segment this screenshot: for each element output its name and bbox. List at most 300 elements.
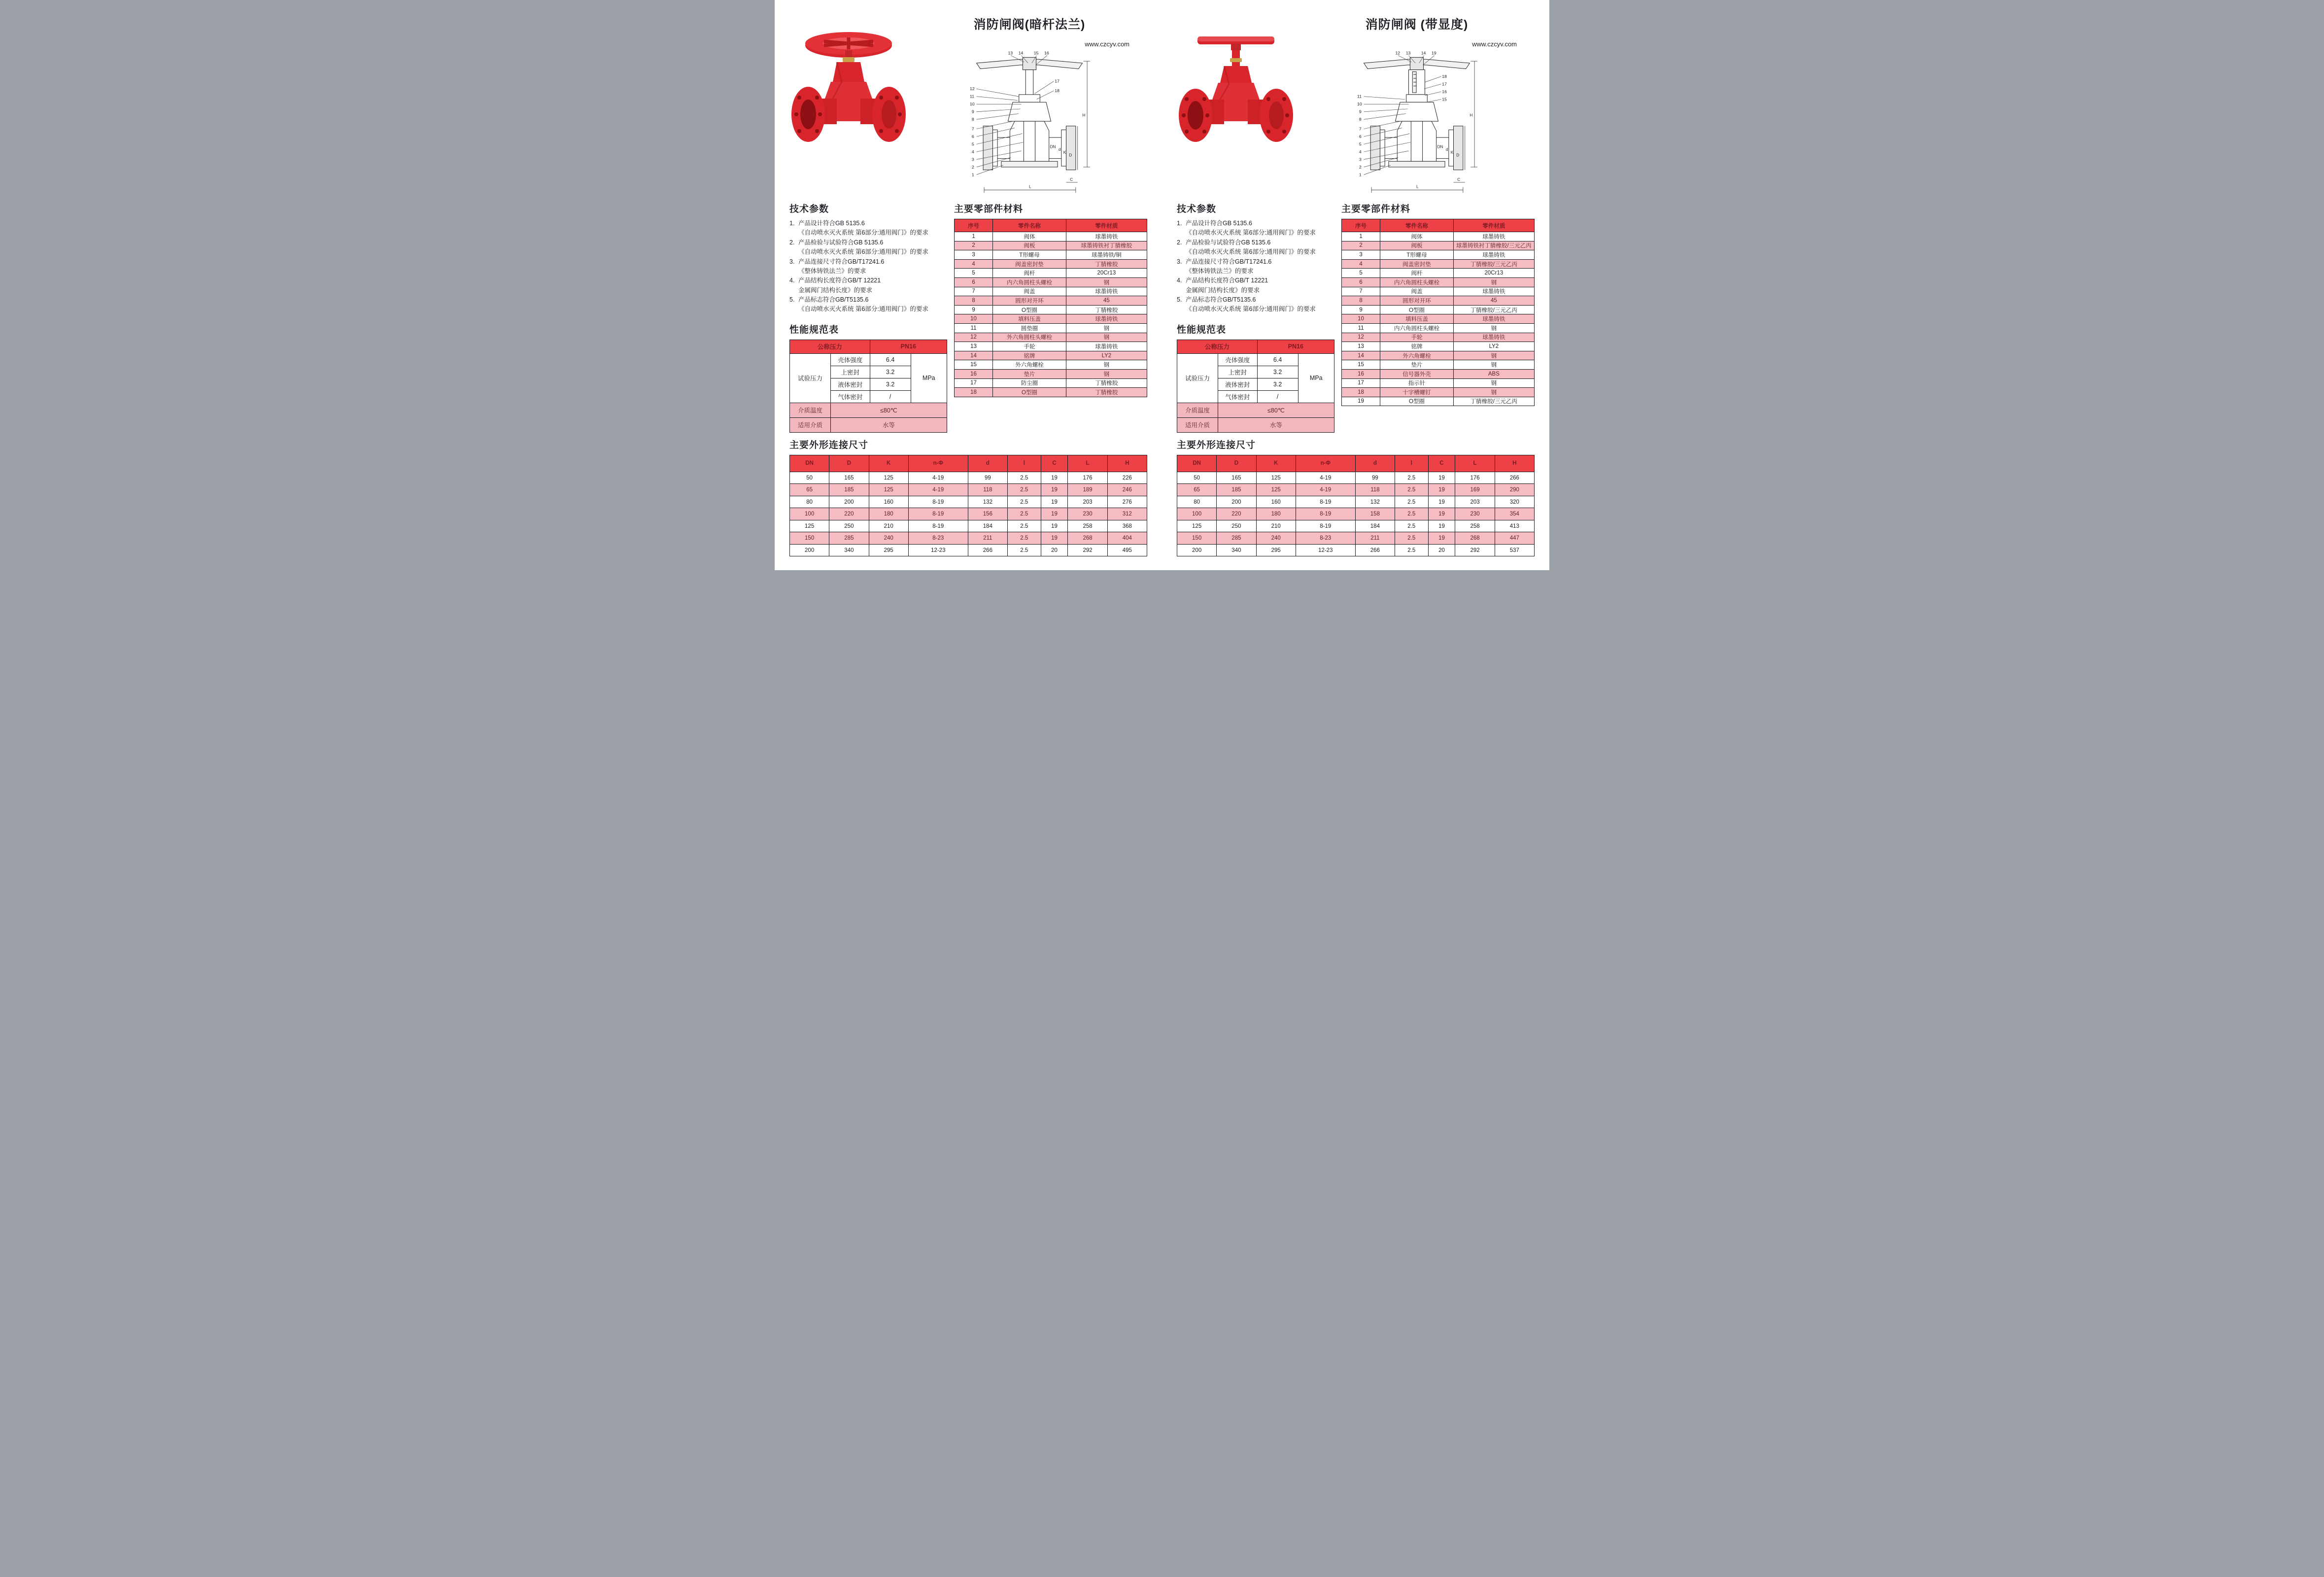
table-row: [1341, 314, 1534, 324]
table-row: [954, 342, 1147, 351]
table-cell: 17: [954, 378, 992, 388]
left-page: [775, 5, 1162, 556]
table-row: [954, 232, 1147, 241]
table-cell: 阀板: [993, 241, 1066, 250]
svg-text:10: 10: [970, 102, 975, 107]
table-cell: 19: [1428, 532, 1455, 545]
table-cell: 226: [1107, 472, 1147, 484]
tech-param-number: 1.: [789, 220, 795, 227]
valve-section-drawing-indicator: [1350, 49, 1483, 197]
tech-param-item: [789, 219, 947, 228]
tech-param-number: 5.: [789, 296, 795, 303]
table-row: [1341, 287, 1534, 296]
table-cell: 200: [790, 544, 829, 556]
table-cell: 220: [829, 508, 869, 520]
table-cell: 2: [954, 241, 992, 250]
table-cell: 158: [1355, 508, 1395, 520]
header-cell: H: [1107, 455, 1147, 472]
tech-param-text: 产品连接尺寸符合GB/T17241.6: [1186, 258, 1272, 265]
header-cell: D: [1217, 455, 1256, 472]
table-cell: 268: [1455, 532, 1495, 545]
table-cell: 210: [1256, 520, 1296, 532]
table-cell: 150: [790, 532, 829, 545]
tech-params-heading: 技术参数: [1177, 204, 1217, 214]
table-cell: 手轮: [993, 342, 1066, 351]
table-cell: 18: [1341, 388, 1380, 397]
table-row: [790, 532, 1147, 545]
table-cell: 内六角圆柱头螺栓: [1380, 323, 1454, 333]
table-row: [1177, 484, 1535, 496]
left-parts-column: [954, 199, 1147, 433]
table-cell: 2.5: [1008, 520, 1041, 532]
table-cell: 外六角螺栓: [1380, 351, 1454, 360]
table-row: [1341, 323, 1534, 333]
table-cell: 11: [1341, 323, 1380, 333]
table-cell: 2.5: [1395, 496, 1429, 508]
test-row-label: 液体密封: [830, 378, 870, 390]
table-row: [1341, 388, 1534, 397]
table-cell: 100: [790, 508, 829, 520]
tech-param-number: 2.: [1177, 239, 1182, 246]
left-dims-section: [789, 438, 1147, 557]
tech-param-subtext: 金属阀门结构长度》的要求: [798, 286, 873, 294]
table-cell: 266: [968, 544, 1007, 556]
test-row-label: 壳体强度: [830, 353, 870, 366]
svg-text:K: K: [1450, 150, 1454, 155]
table-cell: 203: [1068, 496, 1107, 508]
table-cell: 20Cr13: [1453, 269, 1534, 278]
table-cell: 14: [954, 351, 992, 360]
table-cell: 19: [1428, 520, 1455, 532]
header-cell: l: [1008, 455, 1041, 472]
header-cell: 序号: [954, 219, 992, 232]
table-cell: 150: [1177, 532, 1217, 545]
header-cell: l: [1395, 455, 1429, 472]
svg-text:8: 8: [971, 117, 974, 122]
table-cell: 65: [1177, 484, 1217, 496]
table-cell: 球墨铸铁衬丁腈橡胶: [1066, 241, 1147, 250]
table-cell: 防尘圈: [993, 378, 1066, 388]
table-cell: 钢: [1453, 351, 1534, 360]
table-cell: 球墨铸铁: [1453, 333, 1534, 342]
table-cell: 2.5: [1008, 508, 1041, 520]
table-cell: 447: [1495, 532, 1534, 545]
header-cell: 零件名称: [1380, 219, 1454, 232]
table-cell: 18: [954, 388, 992, 397]
table-row: [1341, 296, 1534, 306]
table-cell: 2.5: [1008, 484, 1041, 496]
tech-param-text: 产品检验与试验符合GB 5135.6: [1186, 239, 1271, 246]
test-row-label: 气体密封: [830, 390, 870, 403]
table-cell: 垫片: [1380, 360, 1454, 370]
table-cell: 250: [1217, 520, 1256, 532]
header-cell: L: [1455, 455, 1495, 472]
table-cell: 2.5: [1008, 532, 1041, 545]
table-cell: 钢: [1066, 360, 1147, 370]
table-cell: 368: [1107, 520, 1147, 532]
table-cell: 230: [1068, 508, 1107, 520]
parts-material-heading: 主要零部件材料: [954, 204, 1023, 214]
svg-text:D: D: [1069, 153, 1072, 158]
website-url: www.czcyv.com: [1472, 40, 1517, 48]
table-row: [790, 544, 1147, 556]
table-cell: 292: [1455, 544, 1495, 556]
table-cell: 156: [968, 508, 1007, 520]
medium-value: 水等: [1218, 417, 1334, 432]
table-cell: 丁腈橡胶: [1066, 259, 1147, 269]
svg-text:d: d: [1446, 147, 1448, 152]
table-cell: 1: [1341, 232, 1380, 241]
table-cell: 210: [869, 520, 908, 532]
table-row: [1341, 232, 1534, 241]
table-cell: 125: [869, 484, 908, 496]
header-cell: 零件名称: [993, 219, 1066, 232]
header-cell: d: [968, 455, 1007, 472]
tech-param-item: [789, 238, 947, 247]
table-cell: 285: [1217, 532, 1256, 545]
svg-text:5: 5: [1359, 141, 1362, 147]
test-row-label: 上密封: [1218, 366, 1257, 378]
parts-material-table: [954, 219, 1147, 397]
table-cell: 266: [1355, 544, 1395, 556]
table-row: [1341, 397, 1534, 406]
table-cell: 15: [954, 360, 992, 370]
table-cell: 13: [954, 342, 992, 351]
table-cell: 球墨铸铁: [1066, 342, 1147, 351]
table-cell: 球墨铸铁: [1066, 287, 1147, 296]
svg-text:DN: DN: [1050, 144, 1056, 149]
dims-heading: 主要外形连接尺寸: [789, 440, 869, 450]
table-cell: 354: [1495, 508, 1534, 520]
table-row: [954, 333, 1147, 342]
table-cell: 2: [1341, 241, 1380, 250]
svg-text:4: 4: [1359, 149, 1362, 154]
tech-param-item: [1177, 295, 1334, 305]
tech-param-number: 3.: [789, 258, 795, 265]
tech-param-subtext: 《整体铸铁法兰》的要求: [798, 267, 866, 274]
medium-label: 适用介质: [790, 417, 831, 432]
table-cell: 295: [1256, 544, 1296, 556]
svg-text:14: 14: [1018, 50, 1024, 56]
table-cell: 5: [954, 269, 992, 278]
table-cell: 340: [1217, 544, 1256, 556]
table-cell: 圆形对开环: [993, 296, 1066, 306]
table-cell: 2.5: [1008, 472, 1041, 484]
table-cell: 4-19: [908, 472, 968, 484]
table-cell: 19: [1041, 520, 1068, 532]
table-cell: 球墨铸铁衬丁腈橡胶/三元乙丙: [1453, 241, 1534, 250]
table-cell: 537: [1495, 544, 1534, 556]
right-parts-column: [1341, 199, 1535, 433]
table-cell: 220: [1217, 508, 1256, 520]
dims-table: [789, 455, 1147, 557]
table-cell: 65: [790, 484, 829, 496]
table-cell: 125: [1177, 520, 1217, 532]
table-cell: 258: [1455, 520, 1495, 532]
svg-text:7: 7: [1359, 126, 1362, 132]
test-row-value: /: [870, 390, 911, 403]
tech-param-subtext: 《自动喷水灭火系统 第6部分:通用阀门》的要求: [798, 229, 928, 237]
svg-text:17: 17: [1442, 81, 1447, 87]
table-cell: 2.5: [1395, 484, 1429, 496]
table-cell: 176: [1068, 472, 1107, 484]
svg-text:15: 15: [1442, 97, 1447, 102]
header-cell: d: [1355, 455, 1395, 472]
table-cell: 丁腈橡胶: [1066, 305, 1147, 314]
table-cell: ABS: [1453, 369, 1534, 378]
tech-param-number: 3.: [1177, 258, 1182, 265]
table-row: [1177, 496, 1535, 508]
table-cell: 3: [1341, 250, 1380, 260]
table-cell: 10: [954, 314, 992, 324]
table-cell: 阀杆: [1380, 269, 1454, 278]
table-cell: 118: [1355, 484, 1395, 496]
table-cell: 7: [954, 287, 992, 296]
table-cell: 211: [968, 532, 1007, 545]
table-cell: 钢: [1453, 323, 1534, 333]
table-cell: T形螺母: [993, 250, 1066, 260]
test-pressure-label: 试验压力: [1177, 353, 1218, 403]
tech-params-heading: 技术参数: [789, 204, 829, 214]
svg-text:1: 1: [1359, 172, 1362, 177]
dims-heading: 主要外形连接尺寸: [1177, 440, 1256, 450]
table-cell: 19: [1041, 532, 1068, 545]
table-cell: 阀盖: [993, 287, 1066, 296]
svg-text:2: 2: [1359, 164, 1362, 170]
table-cell: 45: [1066, 296, 1147, 306]
table-cell: 6: [1341, 277, 1380, 287]
tech-param-item: [789, 257, 947, 267]
table-row: [1341, 241, 1534, 250]
table-row: [1341, 342, 1534, 351]
table-cell: 12: [1341, 333, 1380, 342]
table-row: [1341, 250, 1534, 260]
table-row: [1177, 508, 1535, 520]
table-cell: 50: [1177, 472, 1217, 484]
right-tech-column: [1177, 199, 1341, 433]
table-cell: 球墨铸铁: [1453, 232, 1534, 241]
table-cell: 180: [1256, 508, 1296, 520]
header-cell: K: [1256, 455, 1296, 472]
table-cell: 80: [790, 496, 829, 508]
test-row-value: 3.2: [870, 366, 911, 378]
left-mid-row: [789, 199, 1147, 433]
header-cell: n-Φ: [908, 455, 968, 472]
tech-param-item: [789, 276, 947, 285]
red-gate-valve-photo-indicator: [1177, 25, 1295, 149]
table-cell: 200: [1177, 544, 1217, 556]
catalog-page: [775, 0, 1549, 570]
header-cell: DN: [790, 455, 829, 472]
test-row-value: 3.2: [1257, 378, 1298, 390]
svg-text:9: 9: [1359, 109, 1362, 114]
table-cell: 16: [1341, 369, 1380, 378]
svg-text:6: 6: [971, 134, 974, 139]
svg-text:18: 18: [1055, 88, 1059, 94]
table-row: [954, 351, 1147, 360]
pressure-value: PN16: [870, 340, 947, 353]
header-cell: DN: [1177, 455, 1217, 472]
table-cell: 钢: [1453, 388, 1534, 397]
table-cell: 11: [954, 323, 992, 333]
table-cell: 118: [968, 484, 1007, 496]
test-row-label: 液体密封: [1218, 378, 1257, 390]
table-cell: 320: [1495, 496, 1534, 508]
left-drawing-column: [912, 12, 1147, 197]
right-valve-photo: [1177, 12, 1299, 151]
table-cell: 19: [1341, 397, 1380, 406]
tech-param-subtext: 金属阀门结构长度》的要求: [1186, 286, 1260, 294]
perf-spec-table: [1177, 340, 1334, 433]
unit-label: MPa: [911, 353, 947, 403]
table-cell: 200: [1217, 496, 1256, 508]
table-cell: 丁腈橡胶: [1066, 388, 1147, 397]
perf-spec-heading: 性能规范表: [789, 324, 839, 335]
table-cell: 阀盖密封垫: [1380, 259, 1454, 269]
table-cell: 185: [1217, 484, 1256, 496]
table-row: [1341, 378, 1534, 388]
right-page: [1162, 5, 1549, 556]
table-cell: 230: [1455, 508, 1495, 520]
table-cell: 2.5: [1395, 532, 1429, 545]
table-row: [954, 250, 1147, 260]
website-url: www.czcyv.com: [1085, 40, 1129, 48]
table-cell: 276: [1107, 496, 1147, 508]
svg-text:4: 4: [971, 149, 974, 154]
header-cell: K: [869, 455, 908, 472]
perf-spec-heading: 性能规范表: [1177, 324, 1227, 335]
table-cell: 钢: [1453, 360, 1534, 370]
table-cell: 19: [1041, 496, 1068, 508]
table-cell: 292: [1068, 544, 1107, 556]
table-cell: 阀体: [1380, 232, 1454, 241]
red-gate-valve-photo: [789, 25, 908, 149]
header-cell: 零件材质: [1453, 219, 1534, 232]
table-cell: 球墨铸铁: [1066, 232, 1147, 241]
tech-param-subtext: 《自动喷水灭火系统 第6部分:通用阀门》的要求: [1186, 229, 1316, 237]
table-cell: 9: [954, 305, 992, 314]
svg-text:1: 1: [971, 172, 974, 177]
table-cell: 阀体: [993, 232, 1066, 241]
tech-param-text: 产品连接尺寸符合GB/T17241.6: [798, 258, 885, 265]
table-cell: 340: [829, 544, 869, 556]
svg-text:2: 2: [971, 164, 974, 170]
table-cell: 19: [1428, 496, 1455, 508]
table-cell: 125: [1256, 484, 1296, 496]
svg-text:C: C: [1457, 177, 1461, 182]
svg-text:7: 7: [971, 126, 974, 132]
svg-text:3: 3: [1359, 157, 1362, 162]
table-cell: 19: [1428, 472, 1455, 484]
tech-params-list: [789, 219, 947, 314]
table-cell: 阀杆: [993, 269, 1066, 278]
table-cell: 9: [1341, 305, 1380, 314]
table-cell: 球墨铸铁: [1453, 287, 1534, 296]
pressure-value: PN16: [1257, 340, 1334, 353]
table-cell: 13: [1341, 342, 1380, 351]
svg-text:DN: DN: [1437, 144, 1443, 149]
medium-value: 水等: [830, 417, 947, 432]
header-cell: L: [1068, 455, 1107, 472]
table-row: [954, 378, 1147, 388]
svg-text:D: D: [1456, 153, 1460, 158]
table-cell: 5: [1341, 269, 1380, 278]
svg-text:H: H: [1470, 113, 1473, 118]
test-row-label: 上密封: [830, 366, 870, 378]
table-cell: 钢: [1066, 369, 1147, 378]
table-cell: 19: [1041, 508, 1068, 520]
table-cell: O型圈: [1380, 397, 1454, 406]
table-cell: 169: [1455, 484, 1495, 496]
table-cell: 184: [1355, 520, 1395, 532]
table-cell: 100: [1177, 508, 1217, 520]
table-cell: 10: [1341, 314, 1380, 324]
table-cell: 4-19: [908, 484, 968, 496]
table-cell: 8: [1341, 296, 1380, 306]
table-cell: 钢: [1066, 277, 1147, 287]
tech-param-number: 1.: [1177, 220, 1182, 227]
table-cell: 160: [869, 496, 908, 508]
svg-text:10: 10: [1357, 102, 1362, 107]
table-row: [954, 388, 1147, 397]
tech-param-number: 4.: [1177, 277, 1182, 284]
tech-param-item: [1177, 238, 1334, 247]
table-row: [954, 296, 1147, 306]
test-row-value: 6.4: [870, 353, 911, 366]
right-dims-section: [1177, 438, 1535, 557]
table-row: [1341, 369, 1534, 378]
header-cell: C: [1428, 455, 1455, 472]
header-cell: n-Φ: [1296, 455, 1355, 472]
table-cell: 12-23: [1296, 544, 1355, 556]
temp-value: ≤80℃: [1218, 403, 1334, 417]
table-cell: 50: [790, 472, 829, 484]
table-cell: 内六角圆柱头螺栓: [993, 277, 1066, 287]
tech-param-subtext: 《自动喷水灭火系统 第6部分:通用阀门》的要求: [798, 306, 928, 313]
table-cell: 246: [1107, 484, 1147, 496]
table-cell: 15: [1341, 360, 1380, 370]
table-cell: 8-19: [1296, 520, 1355, 532]
table-cell: 2.5: [1395, 520, 1429, 532]
svg-text:K: K: [1063, 150, 1066, 155]
table-cell: 圆形对开环: [1380, 296, 1454, 306]
table-cell: 20Cr13: [1066, 269, 1147, 278]
table-cell: 180: [869, 508, 908, 520]
table-cell: 17: [1341, 378, 1380, 388]
table-cell: 45: [1453, 296, 1534, 306]
table-cell: 266: [1495, 472, 1534, 484]
right-mid-row: [1177, 199, 1535, 433]
table-cell: 8-19: [1296, 508, 1355, 520]
table-cell: 阀盖密封垫: [993, 259, 1066, 269]
table-row: [954, 269, 1147, 278]
table-cell: 填料压盖: [1380, 314, 1454, 324]
table-cell: 125: [790, 520, 829, 532]
table-cell: 十字槽螺钉: [1380, 388, 1454, 397]
table-row: [954, 314, 1147, 324]
tech-param-text: 产品设计符合GB 5135.6: [1186, 220, 1252, 227]
svg-text:13: 13: [1008, 50, 1013, 56]
table-cell: 413: [1495, 520, 1534, 532]
table-cell: 2.5: [1395, 472, 1429, 484]
svg-text:16: 16: [1044, 50, 1049, 56]
svg-text:11: 11: [970, 94, 975, 99]
header-cell: 序号: [1341, 219, 1380, 232]
table-cell: 290: [1495, 484, 1534, 496]
temp-value: ≤80℃: [830, 403, 947, 417]
table-cell: O型圈: [993, 388, 1066, 397]
perf-spec-table: [789, 340, 947, 433]
